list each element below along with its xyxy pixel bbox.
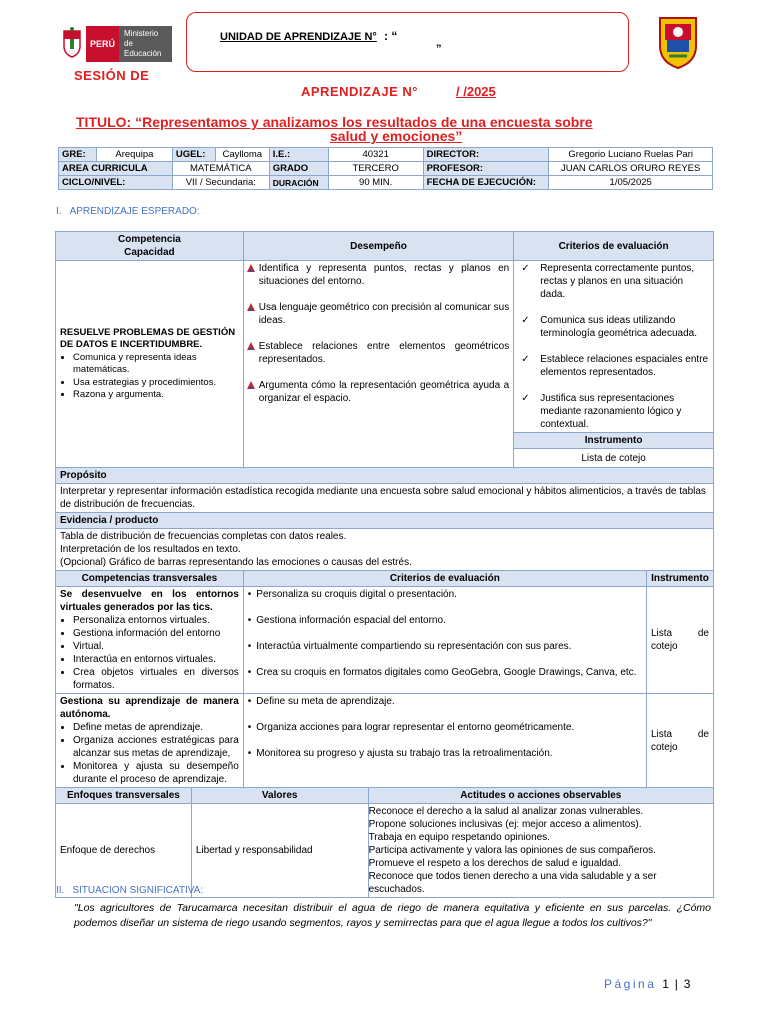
criterio-item: • Define su meta de aprendizaje. <box>248 695 642 708</box>
area-value: MATEMÁTICA <box>172 162 269 176</box>
list-item: • Organiza acciones estratégicas para alcanzar sus metas de aprendizaje, <box>73 734 239 760</box>
criterio-item: ✓ Representa correctamente puntos, rectas y planos en una situación dada. <box>521 263 695 300</box>
actitudes-cell <box>368 804 713 898</box>
desempeno-item: Argumenta cómo la representación geométrica ayuda a organizar el espacio. <box>246 379 509 405</box>
desempeno-item: Identifica y representa puntos, rectas y planos en situaciones del entorno. <box>246 262 509 288</box>
minedu-logo <box>58 26 172 62</box>
grado-value: TERCERO <box>328 162 423 176</box>
actitud-item: Promueve el respeto a los derechos de salud e igualdad. <box>368 858 621 869</box>
list-item: • Define metas de aprendizaje. <box>73 721 239 734</box>
pencil-icon <box>246 341 256 351</box>
criterio-item: • Monitorea su progreso y ajusta su trabajo tras la retroalimentación. <box>248 747 642 760</box>
peru-shield-icon <box>58 26 86 62</box>
sesion-line2: APRENDIZAJE N° <box>301 84 418 99</box>
capacidades-list <box>60 352 239 402</box>
criterio-item: ✓ Establece relaciones espaciales entre elementos representados. <box>521 354 709 378</box>
criterios-cell <box>514 261 714 433</box>
situacion-text: "Los agricultores de Tarucamarca necesitan distribuir el agua de riego de manera equitativa y eficiente en sus parcelas. ¿Cómo podemos diseñar un sistema de riego usando segmentos, rayos y semirrectas para que el agua llegue a todos los cultivos?" <box>74 902 711 929</box>
actitudes-header: Actitudes o acciones observables <box>368 788 713 804</box>
proposito-text: Interpretar y representar información estadística recogida mediante una encuesta sobre salud emocional y hábitos alimenticios, a través de tablas de distribución de frecuencias. <box>56 484 714 513</box>
check-icon: ✓ <box>521 354 530 365</box>
enfoque-value: Enfoque de derechos <box>56 804 192 898</box>
list-item: • Gestiona información del entorno <box>73 627 239 640</box>
desempeno-item: Establece relaciones entre elementos geométricos representados. <box>246 340 509 366</box>
competencia-cell <box>56 261 244 468</box>
gre-label: GRE: <box>59 148 97 162</box>
director-value: Gregorio Luciano Ruelas Pari <box>549 148 713 162</box>
enfoques-header: Enfoques transversales <box>56 788 192 804</box>
proposito-header: Propósito <box>56 468 714 484</box>
list-item: • Virtual. <box>73 640 239 653</box>
criterio-item: • Gestiona información espacial del entorno. <box>248 614 642 627</box>
grado-label: GRADO <box>269 162 328 176</box>
ugel-label: UGEL: <box>172 148 215 162</box>
criterios-header: Criterios de evaluación <box>514 232 714 261</box>
ministerio-label: Ministerio de Educación <box>119 26 172 62</box>
list-item: • Usa estrategias y procedimientos. <box>73 377 239 390</box>
sesion-line1: SESIÓN DE <box>74 68 150 83</box>
transversal-criterios-cell <box>243 587 646 694</box>
profesor-value: JUAN CARLOS ORURO REYES <box>549 162 713 176</box>
section-2-heading <box>56 885 203 896</box>
section-1-heading <box>56 206 200 217</box>
school-crest-icon <box>656 14 700 70</box>
transversal-title: Gestiona su aprendizaje de manera autónoma. <box>60 696 239 720</box>
evidencia-item: (Opcional) Gráfico de barras representando las emociones o causas del estrés. <box>60 557 412 568</box>
section-1-title: APRENDIZAJE ESPERADO: <box>69 206 200 217</box>
actitud-item: Trabaja en equipo respetando opiniones. <box>368 832 550 843</box>
list-item: • Razona y argumenta. <box>73 389 239 402</box>
section-2-number: II. <box>56 885 65 896</box>
valores-value: Libertad y responsabilidad <box>191 804 368 898</box>
unidad-label: UNIDAD DE APRENDIZAJE N° <box>220 31 377 43</box>
pencil-icon <box>246 302 256 312</box>
transversal-instrumento: Lista de cotejo <box>646 587 713 694</box>
criterio-item: • Interactúa virtualmente compartiendo su representación con sus pares. <box>248 640 642 653</box>
transversales-header: Competencias transversales <box>56 571 244 587</box>
check-icon: ✓ <box>521 393 530 404</box>
area-label: AREA CURRICULA <box>59 162 173 176</box>
gre-value: Arequipa <box>96 148 172 162</box>
transversal-title: Se desenvuelve en los entornos virtuales generados por las tics. <box>60 589 239 613</box>
pencil-icon <box>246 263 256 273</box>
transversales-instrumento-header: Instrumento <box>646 571 713 587</box>
desempeno-item: Usa lenguaje geométrico con precisión al comunicar sus ideas. <box>246 301 509 327</box>
actitud-item: Propone soluciones inclusivas (ej: mejor acceso a alimentos). <box>368 819 642 830</box>
competencia-header: Competencia Capacidad <box>56 232 244 261</box>
list-item: • Comunica y representa ideas matemáticas. <box>73 352 239 377</box>
criterio-item: ✓ Comunica sus ideas utilizando terminología geométrica adecuada. <box>521 315 697 339</box>
valores-header: Valores <box>191 788 368 804</box>
check-icon: ✓ <box>521 315 530 326</box>
page-total: 3 <box>683 977 691 991</box>
fecha-value: 1/05/2025 <box>549 176 713 190</box>
page-word: Página <box>604 977 657 991</box>
unidad-separator: : “ <box>384 29 398 43</box>
unidad-close-quote: ” <box>436 43 442 55</box>
evidencia-item: Interpretación de los resultados en texto. <box>60 544 241 555</box>
session-title: TITULO: “Representamos y analizamos los resultados de una encuesta sobre salud y emociones” <box>76 114 593 144</box>
transversal-instrumento: Lista de cotejo <box>646 694 713 788</box>
page-number: Página 1 | 3 <box>604 977 691 991</box>
ie-label: I.E.: <box>269 148 328 162</box>
list-item: • Interactúa en entornos virtuales. <box>73 653 239 666</box>
sesion-year: / /2025 <box>456 84 496 99</box>
criterio-item: • Personaliza su croquis digital o presentación. <box>248 588 642 601</box>
duracion-label: DURACIÓN <box>269 176 328 190</box>
ugel-value: Caylloma <box>215 148 269 162</box>
check-icon: ✓ <box>521 263 530 274</box>
transversal-criterios-cell <box>243 694 646 788</box>
ie-value: 40321 <box>328 148 423 162</box>
desempeno-header: Desempeño <box>243 232 513 261</box>
actitud-item: Reconoce el derecho a la salud al analizar zonas vulnerables. <box>368 806 644 817</box>
criterio-item: ✓ Justifica sus representaciones mediante razonamiento lógico y contextual. <box>521 393 682 430</box>
aprendizaje-table <box>55 231 714 898</box>
criterio-item: • Crea su croquis en formatos digitales como GeoGebra, Google Drawings, Canva, etc. <box>248 666 642 679</box>
peru-label: PERÚ <box>86 26 119 62</box>
fecha-label: FECHA DE EJECUCIÓN: <box>423 176 549 190</box>
page-current: 1 <box>662 977 669 991</box>
evidencia-item: Tabla de distribución de frecuencias completas con datos reales. <box>60 531 347 542</box>
list-item: • Monitorea y ajusta su desempeño durante el proceso de aprendizaje. <box>73 760 239 786</box>
actitud-item: Reconoce que todos tienen derecho a una vida saludable y a ser escuchados. <box>368 871 657 895</box>
list-item: • Personaliza entornos virtuales. <box>73 614 239 627</box>
section-2-title: SITUACION SIGNIFICATIVA: <box>72 885 204 896</box>
transversal-competencia-cell <box>56 587 244 694</box>
transversal-competencia-cell <box>56 694 244 788</box>
instrumento-value: Lista de cotejo <box>514 449 714 468</box>
evidencia-cell <box>56 529 714 571</box>
ciclo-value: VII / Secundaria: <box>172 176 269 190</box>
info-table <box>58 147 713 190</box>
actitud-item: Participa activamente y valora las opiniones de sus compañeros. <box>368 845 656 856</box>
evidencia-header: Evidencia / producto <box>56 513 714 529</box>
desempeno-cell <box>243 261 513 468</box>
instrumento-header: Instrumento <box>514 433 714 449</box>
list-item: • Crea objetos virtuales en diversos formatos. <box>73 666 239 692</box>
profesor-label: PROFESOR: <box>423 162 549 176</box>
criterio-item: • Organiza acciones para lograr representar el entorno geométricamente. <box>248 721 642 734</box>
section-1-number: I. <box>56 206 62 217</box>
duracion-value: 90 MIN. <box>328 176 423 190</box>
pencil-icon <box>246 380 256 390</box>
transversales-criterios-header: Criterios de evaluación <box>243 571 646 587</box>
competencia-title: RESUELVE PROBLEMAS DE GESTIÓN DE DATOS E INCERTIDUMBRE. <box>60 326 236 350</box>
director-label: DIRECTOR: <box>423 148 549 162</box>
ciclo-label: CICLO/NIVEL: <box>59 176 173 190</box>
